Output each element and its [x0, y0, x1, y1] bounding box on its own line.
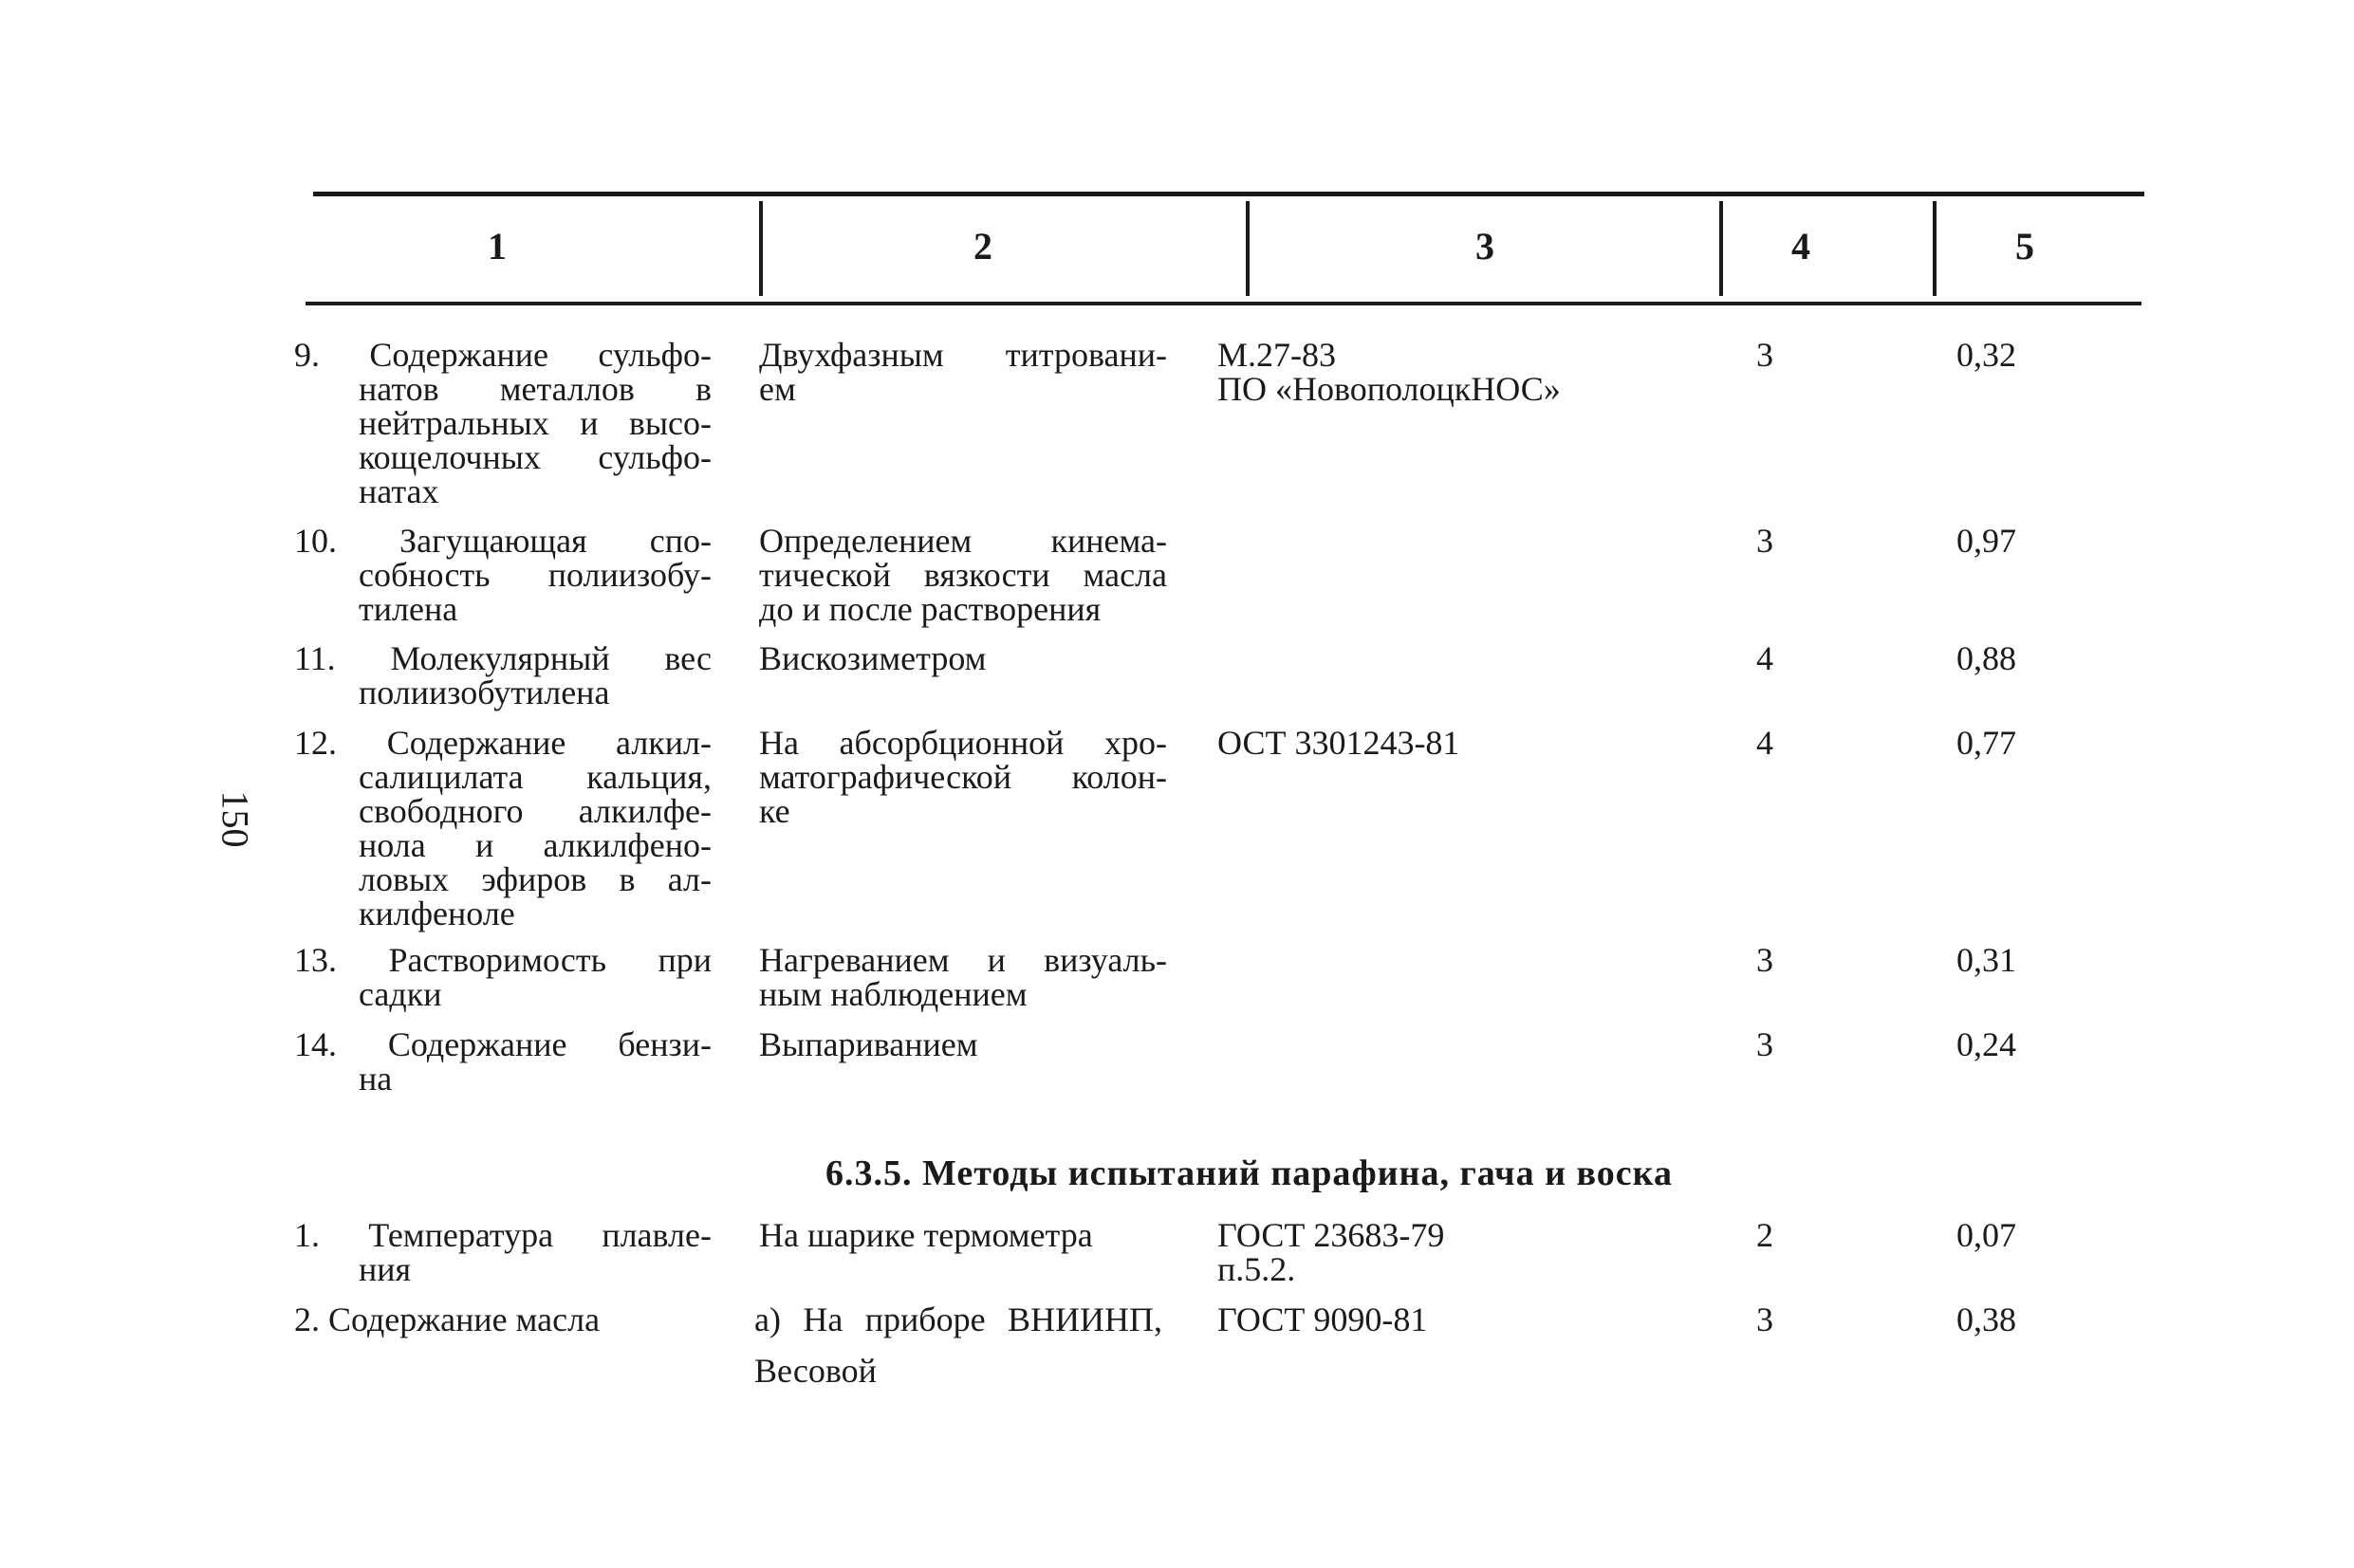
normative-document-line: ГОСТ 23683-79 — [1217, 1216, 1445, 1254]
test-method-line: Двухфазным титровани- — [759, 336, 1167, 374]
parameter-name-line: 1. Температура плавле- — [294, 1216, 712, 1254]
normative-document-line: ПО «НовополоцкНОС» — [1217, 370, 1561, 408]
value-col4: 4 — [1756, 724, 1773, 762]
test-method-line: ке — [759, 792, 790, 830]
parameter-name-line: собность полиизобу- — [359, 556, 712, 594]
parameter-name-line: ния — [359, 1250, 412, 1288]
test-method-line: до и после растворения — [759, 590, 1102, 628]
parameter-name-line: нола и алкилфено- — [359, 826, 712, 864]
test-method-line: ем — [759, 370, 796, 408]
parameter-name-line: 10. Загущающая спо- — [294, 522, 712, 560]
test-method-line: тической вязкости масла — [759, 556, 1167, 594]
parameter-name-line: 2. Содержание масла — [294, 1301, 601, 1338]
value-col5: 0,32 — [1956, 336, 2016, 374]
value-col4: 3 — [1756, 941, 1773, 979]
test-method — [759, 641, 1167, 675]
normative-document — [1217, 338, 1561, 406]
test-method-line: На шарике термометра — [759, 1216, 1093, 1254]
column-divider — [1933, 201, 1937, 296]
value-col5: 0,24 — [1956, 1025, 2016, 1063]
parameter-name-line: полиизобутилена — [359, 673, 610, 711]
test-method — [759, 726, 1167, 828]
parameter-name-line: на — [359, 1060, 393, 1098]
normative-document-line: ОСТ 3301243-81 — [1217, 724, 1460, 762]
normative-document-line: М.27-83 — [1217, 336, 1336, 374]
column-divider — [1719, 201, 1723, 296]
normative-document — [1217, 726, 1459, 760]
parameter-name-line: килфеноле — [359, 895, 515, 932]
parameter-name-line: кощелочных сульфо- — [359, 438, 712, 476]
page-number: 150 — [213, 790, 257, 848]
value-col5: 0,88 — [1956, 639, 2016, 677]
table-header-cell: 3 — [1475, 225, 1494, 267]
normative-document-line: п.5.2. — [1217, 1250, 1296, 1288]
table-header-cell: 4 — [1791, 225, 1810, 267]
test-method — [759, 1218, 1167, 1252]
test-method-line: Вискозиметром — [759, 639, 987, 677]
parameter-name-line: тилена — [359, 590, 458, 628]
table-header-cell: 2 — [973, 225, 992, 267]
value-col5: 0,31 — [1956, 941, 2016, 979]
parameter-name-line: садки — [359, 975, 442, 1013]
value-col4: 3 — [1756, 1025, 1773, 1063]
normative-document — [1217, 1302, 1427, 1337]
value-col5: 0,97 — [1956, 522, 2016, 560]
value-col4: 3 — [1756, 336, 1773, 374]
value-col4: 4 — [1756, 639, 1773, 677]
test-method-line: На абсорбционной хро- — [759, 724, 1167, 762]
parameter-name — [294, 1218, 712, 1286]
test-method-line: Весовой — [754, 1352, 877, 1390]
test-method-line: а) На приборе ВНИИНП, — [754, 1301, 1162, 1338]
table-header-cell: 5 — [2015, 225, 2034, 267]
test-method-line: Определением кинема- — [759, 522, 1167, 560]
test-method — [759, 524, 1167, 626]
table-header-rule — [306, 302, 2141, 305]
value-col5: 0,77 — [1956, 724, 2016, 762]
parameter-name-line: натов металлов в — [359, 370, 712, 408]
parameter-name-line: ловых эфиров в ал- — [359, 860, 712, 898]
value-col4: 2 — [1756, 1216, 1773, 1254]
normative-document-line: ГОСТ 9090-81 — [1217, 1301, 1428, 1338]
parameter-name — [294, 1027, 712, 1096]
test-method — [759, 943, 1167, 1011]
parameter-name — [294, 1302, 712, 1337]
parameter-name-line: свободного алкилфе- — [359, 792, 712, 830]
value-col4: 3 — [1756, 522, 1773, 560]
parameter-name — [294, 641, 712, 710]
value-col4: 3 — [1756, 1301, 1773, 1338]
test-method-line: ным наблюдением — [759, 975, 1028, 1013]
parameter-name-line: нейтральных и высо- — [359, 404, 712, 442]
parameter-name — [294, 943, 712, 1011]
parameter-name — [294, 338, 712, 508]
test-method-line: матографической колон- — [759, 758, 1167, 796]
parameter-name-line: 14. Содержание бензи- — [294, 1025, 712, 1063]
test-method — [759, 338, 1167, 406]
parameter-name-line: натах — [359, 472, 439, 510]
parameter-name-line: 9. Содержание сульфо- — [294, 336, 712, 374]
column-divider — [759, 201, 763, 296]
parameter-name — [294, 524, 712, 626]
value-col5: 0,38 — [1956, 1301, 2016, 1338]
parameter-name-line: салицилата кальция, — [359, 758, 712, 796]
test-method — [754, 1302, 1162, 1388]
section-title: 6.3.5. Методы испытаний парафина, гача и воска — [825, 1153, 1673, 1193]
test-method-line: Нагреванием и визуаль- — [759, 941, 1167, 979]
parameter-name-line: 11. Молекулярный вес — [294, 639, 712, 677]
parameter-name-line: 13. Растворимость при — [294, 941, 712, 979]
parameter-name-line: 12. Содержание алкил- — [294, 724, 712, 762]
normative-document — [1217, 1218, 1444, 1286]
test-method-line: Выпариванием — [759, 1025, 978, 1063]
table-header-cell: 1 — [488, 225, 507, 267]
parameter-name — [294, 726, 712, 931]
column-divider — [1246, 201, 1250, 296]
table-top-rule — [313, 192, 2144, 196]
value-col5: 0,07 — [1956, 1216, 2016, 1254]
test-method — [759, 1027, 1167, 1061]
